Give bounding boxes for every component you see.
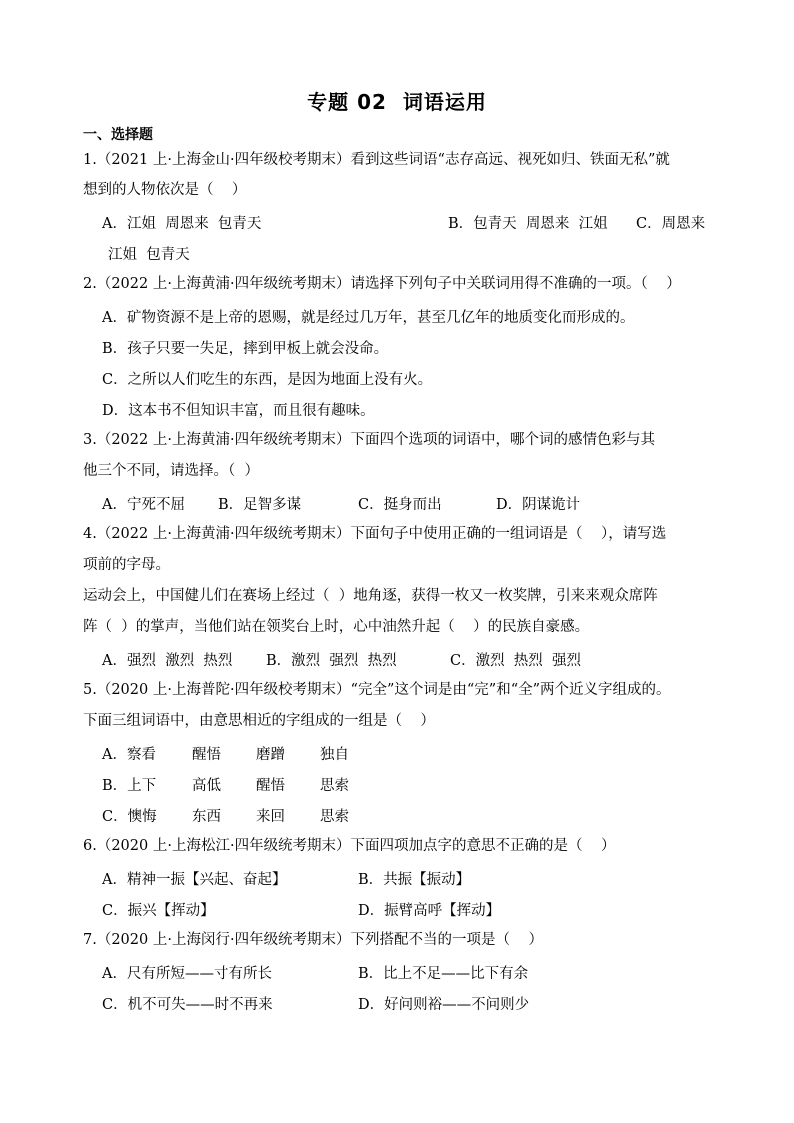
- question-5-option-a-word-4: 独自: [320, 747, 349, 763]
- question-5-option-b-word-3: 醒悟: [256, 778, 285, 794]
- question-5-option-c-word-4: 思索: [320, 809, 349, 825]
- question-5-line-2: 下面三组词语中，由意思相近的字组成的一组是（ ）: [83, 713, 435, 729]
- question-4-passage-line-1: 运动会上，中国健儿们在赛场上经过（ ）地角逐，获得一枚又一枚奖牌，引来来观众席阵: [83, 588, 658, 604]
- section-heading: 一、选择题: [83, 127, 153, 143]
- question-5-option-b-word-1: B．上下: [102, 778, 157, 794]
- question-2-option-c: C．之所以人们吃生的东西，是因为地面上没有火。: [102, 372, 433, 388]
- question-1-option-c: C．周恩来: [636, 216, 706, 232]
- question-2-option-d: D．这本书不但知识丰富，而且很有趣味。: [102, 403, 375, 419]
- question-5-option-b-word-4: 思索: [320, 778, 349, 794]
- question-4-passage-line-2: 阵（ ）的掌声，当他们站在领奖台上时，心中油然升起（ ）的民族自豪感。: [83, 619, 590, 635]
- question-5-option-c-word-3: 来回: [256, 809, 285, 825]
- question-6-line-1: 6.（2020 上·上海松江·四年级统考期末）下面四项加点字的意思不正确的是（ ）: [83, 838, 616, 854]
- question-5-option-a-word-2: 醒悟: [192, 747, 221, 763]
- question-3-option-b: B．足智多谋: [218, 497, 302, 513]
- question-1-option-a: A．江姐 周恩来 包青天: [102, 216, 262, 232]
- question-5-option-c-word-2: 东西: [192, 809, 221, 825]
- question-2-option-a: A．矿物资源不是上帝的恩赐，就是经过几万年，甚至几亿年的地质变化而形成的。: [102, 310, 635, 326]
- question-4-line-1: 4.（2022 上·上海黄浦·四年级统考期末）下面句子中使用正确的一组词语是（ ），请写选: [83, 526, 667, 542]
- question-1-option-b: B．包青天 周恩来 江姐: [448, 216, 608, 232]
- question-3-option-a: A．宁死不屈: [102, 497, 185, 513]
- question-7-option-d: D．好问则裕——不问则少: [358, 997, 530, 1013]
- question-4-option-c: C．激烈 热烈 强烈: [450, 653, 582, 669]
- question-6-option-c: C．振兴【挥动】: [102, 903, 215, 919]
- question-1-option-c-continued: 江姐 包青天: [108, 247, 190, 263]
- question-6-option-a: A．精神一振【兴起、奋起】: [102, 872, 287, 888]
- question-5-line-1: 5.（2020 上·上海普陀·四年级校考期末）“完全”这个词是由“完”和“全”两个近义字组成的。: [83, 682, 671, 698]
- question-4-option-b: B．激烈 强烈 热烈: [266, 653, 397, 669]
- question-3-option-d: D．阴谋诡计: [496, 497, 581, 513]
- question-7-option-c: C．机不可失——时不再来: [102, 997, 273, 1013]
- question-4-option-a: A．强烈 激烈 热烈: [102, 653, 233, 669]
- question-6-option-d: D．振臂高呼【挥动】: [358, 903, 501, 919]
- question-1-line-1: 1.（2021 上·上海金山·四年级校考期末）看到这些词语“志存高远、视死如归、铁面无私”就: [83, 152, 670, 168]
- question-5-option-c-word-1: C．懊悔: [102, 809, 157, 825]
- question-5-option-b-word-2: 高低: [192, 778, 221, 794]
- question-1-line-2: 想到的人物依次是（ ）: [83, 182, 247, 198]
- question-3-line-2: 他三个不同，请选择。（ ）: [83, 463, 259, 479]
- question-2-line-1: 2.（2022 上·上海黄浦·四年级统考期末）请选择下列句子中关联词用得不准确的一项。（ ）: [83, 276, 681, 292]
- page-title: 专题 02 词语运用: [307, 90, 487, 114]
- question-3-line-1: 3.（2022 上·上海黄浦·四年级统考期末）下面四个选项的词语中，哪个词的感情色彩与其: [83, 432, 656, 448]
- question-7-line-1: 7.（2020 上·上海闵行·四年级统考期末）下列搭配不当的一项是（ ）: [83, 932, 543, 948]
- question-7-option-b: B．比上不足——比下有余: [358, 966, 529, 982]
- question-7-option-a: A．尺有所短——寸有所长: [102, 966, 272, 982]
- question-2-option-b: B．孩子只要一失足，摔到甲板上就会没命。: [102, 341, 389, 357]
- question-4-line-2: 项前的字母。: [83, 557, 170, 573]
- question-6-option-b: B．共振【振动】: [358, 872, 471, 888]
- question-3-option-c: C．挺身而出: [358, 497, 442, 513]
- question-5-option-a-word-3: 磨蹭: [256, 747, 285, 763]
- question-5-option-a-word-1: A．察看: [102, 747, 156, 763]
